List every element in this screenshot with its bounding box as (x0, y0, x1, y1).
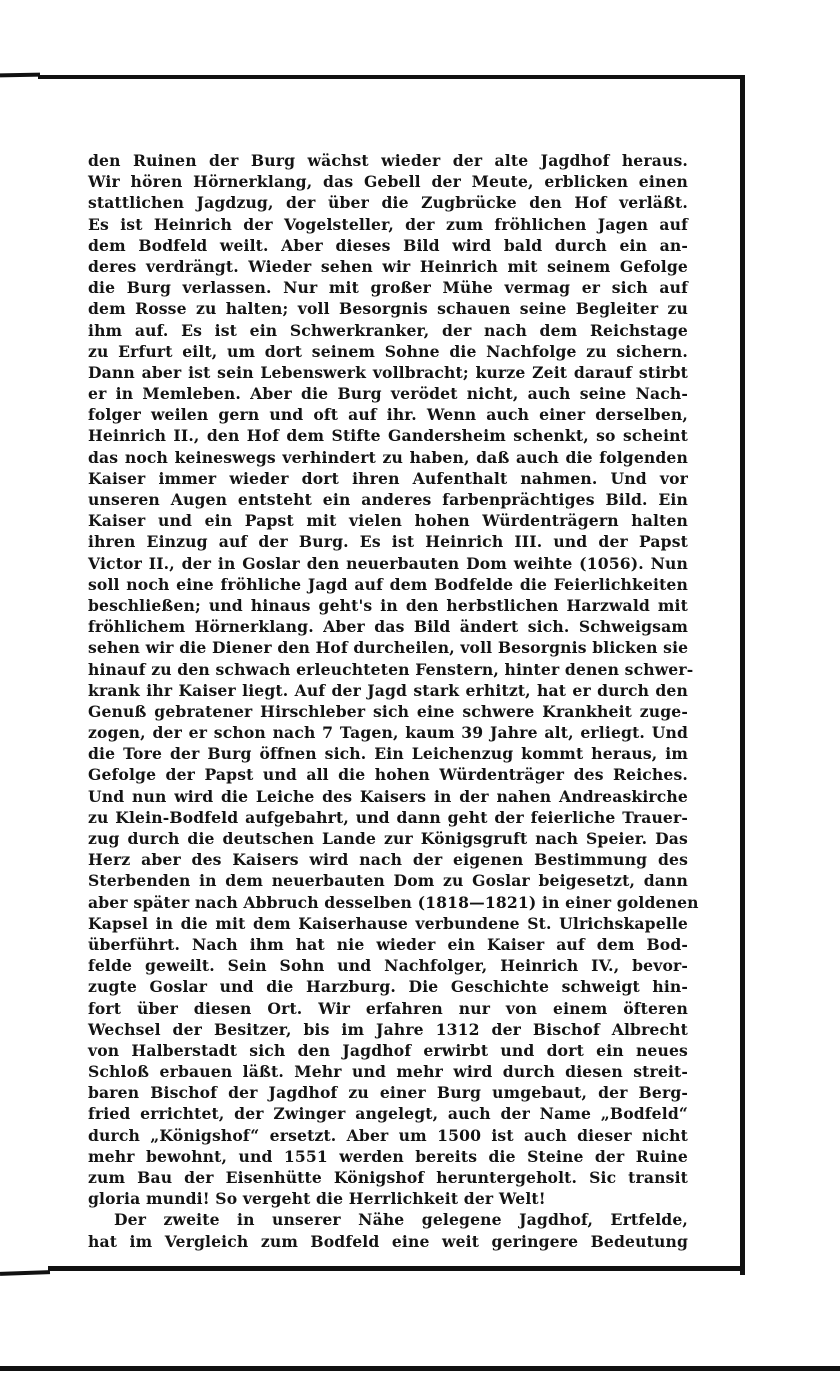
text-line: den Ruinen der Burg wächst wieder der alte Jagdhof heraus. (88, 151, 688, 170)
text-line: mehr bewohnt, und 1551 werden bereits die Steine der Ruine (88, 1146, 688, 1166)
text-line: felde geweilt. Sein Sohn und Nachfolger, Heinrich IV., bevor- (88, 956, 688, 976)
text-line: die Burg verlassen. Nur mit großer Mühe vermag er sich auf (88, 278, 688, 298)
text-line: dem Rosse zu halten; voll Besorgnis schauen seine Begleiter zu (88, 299, 688, 319)
text-line: baren Bischof der Jagdhof zu einer Burg umgebaut, der Berg- (88, 1083, 688, 1103)
text-line: Gefolge der Papst und all die hohen Würdenträger des Reiches. (88, 765, 688, 785)
text-line: Kaiser immer wieder dort ihren Aufenthalt nahmen. Und vor (88, 468, 688, 488)
text-line: beschließen; und hinaus geht's in den herbstlichen Harzwald mit (88, 595, 688, 615)
text-line: Sterbenden in dem neuerbauten Dom zu Goslar beigesetzt, dann (88, 871, 688, 891)
text-line: Kapsel in die mit dem Kaiserhause verbundene St. Ulrichskapelle (88, 913, 688, 933)
page-bottom-edge-line (0, 1366, 840, 1371)
text-line: Schloß erbauen läßt. Mehr und mehr wird durch diesen streit- (88, 1062, 688, 1082)
text-line: Genuß gebratener Hirschleber sich eine schwere Krankheit zuge- (88, 701, 688, 721)
text-line: hat im Vergleich zum Bodfeld eine weit geringere Bedeutung (88, 1231, 688, 1251)
text-line: unseren Augen entsteht ein anderes farbenprächtiges Bild. Ein (88, 490, 688, 509)
paragraph-first-line: Der zweite in unserer Nähe gelegene Jagdhof, Ertfelde, (114, 1210, 688, 1230)
text-line: deres verdrängt. Wieder sehen wir Heinrich mit seinem Gefolge (88, 256, 688, 276)
frame-bottom-line (48, 1266, 745, 1271)
text-line: Es ist Heinrich der Vogelsteller, der zum fröhlichen Jagen auf (88, 214, 688, 234)
frame-top-left-stub (0, 73, 40, 78)
text-line: zug durch die deutschen Lande zur Königsgruft nach Speier. Das (88, 829, 688, 848)
text-line: soll noch eine fröhliche Jagd auf dem Bodfelde die Feierlichkeiten (88, 574, 688, 594)
text-line: fröhlichem Hörnerklang. Aber das Bild ändert sich. Schweigsam (88, 617, 688, 637)
text-line: Herz aber des Kaisers wird nach der eigenen Bestimmung des (88, 850, 688, 870)
frame-bottom-left-stub (0, 1270, 50, 1276)
text-line: das noch keineswegs verhindert zu haben, daß auch die folgenden (88, 447, 688, 467)
text-line: Victor II., der in Goslar den neuerbauten Dom weihte (1056). Nun (88, 553, 688, 573)
paragraph-last-line: gloria mundi! So vergeht die Herrlichkeit der Welt! (88, 1189, 546, 1209)
text-line: die Tore der Burg öffnen sich. Ein Leichenzug kommt heraus, im (88, 744, 688, 764)
text-line: folger weilen gern und oft auf ihr. Wenn auch einer derselben, (88, 405, 688, 425)
text-line: fort über diesen Ort. Wir erfahren nur von einem öfteren (88, 998, 688, 1018)
text-line: zugte Goslar und die Harzburg. Die Geschichte schweigt hin- (88, 977, 688, 997)
text-line: Kaiser und ein Papst mit vielen hohen Würdenträgern halten (88, 511, 688, 531)
frame-top-line (38, 75, 744, 79)
text-line: sehen wir die Diener den Hof durcheilen, voll Besorgnis blicken sie (88, 638, 689, 658)
frame-right-line (740, 75, 745, 1275)
text-line: dem Bodfeld weilt. Aber dieses Bild wird bald durch ein an- (88, 235, 688, 255)
text-line: durch „Königshof“ ersetzt. Aber um 1500 ist auch dieser nicht (88, 1125, 688, 1145)
text-line: er in Memleben. Aber die Burg verödet nicht, auch seine Nach- (88, 384, 688, 404)
text-line: Heinrich II., den Hof dem Stifte Gandersheim schenkt, so scheint (88, 426, 688, 446)
text-line: fried errichtet, der Zwinger angelegt, auch der Name „Bodfeld“ (88, 1104, 688, 1124)
text-line: stattlichen Jagdzug, der über die Zugbrücke den Hof verläßt. (88, 193, 688, 213)
text-line: Wechsel der Besitzer, bis im Jahre 1312 der Bischof Albrecht (88, 1019, 688, 1039)
text-line: zogen, der er schon nach 7 Tagen, kaum 39 Jahre alt, erliegt. Und (88, 723, 688, 743)
text-line: Wir hören Hörnerklang, das Gebell der Meute, erblicken einen (88, 172, 688, 192)
text-line: überführt. Nach ihm hat nie wieder ein Kaiser auf dem Bod- (88, 934, 688, 954)
text-line: von Halberstadt sich den Jagdhof erwirbt und dort ein neues (88, 1040, 688, 1060)
text-line: hinauf zu den schwach erleuchteten Fenstern, hinter denen schwer- (88, 659, 694, 679)
text-line: aber später nach Abbruch desselben (1818—1821) in einer goldenen (88, 892, 699, 912)
text-line: krank ihr Kaiser liegt. Auf der Jagd stark erhitzt, hat er durch den (88, 680, 688, 700)
text-line: zu Klein-Bodfeld aufgebahrt, und dann geht der feierliche Trauer- (88, 807, 688, 827)
body-text (88, 150, 699, 1252)
text-line: ihm auf. Es ist ein Schwerkranker, der nach dem Reichstage (88, 320, 688, 340)
text-line: Und nun wird die Leiche des Kaisers in der nahen Andreaskirche (88, 786, 688, 806)
text-line: zu Erfurt eilt, um dort seinem Sohne die Nachfolge zu sichern. (88, 341, 688, 361)
text-line: Dann aber ist sein Lebenswerk vollbracht; kurze Zeit darauf stirbt (88, 362, 688, 382)
text-line: zum Bau der Eisenhütte Königshof heruntergeholt. Sic transit (88, 1168, 688, 1187)
text-line: ihren Einzug auf der Burg. Es ist Heinrich III. und der Papst (88, 532, 688, 552)
